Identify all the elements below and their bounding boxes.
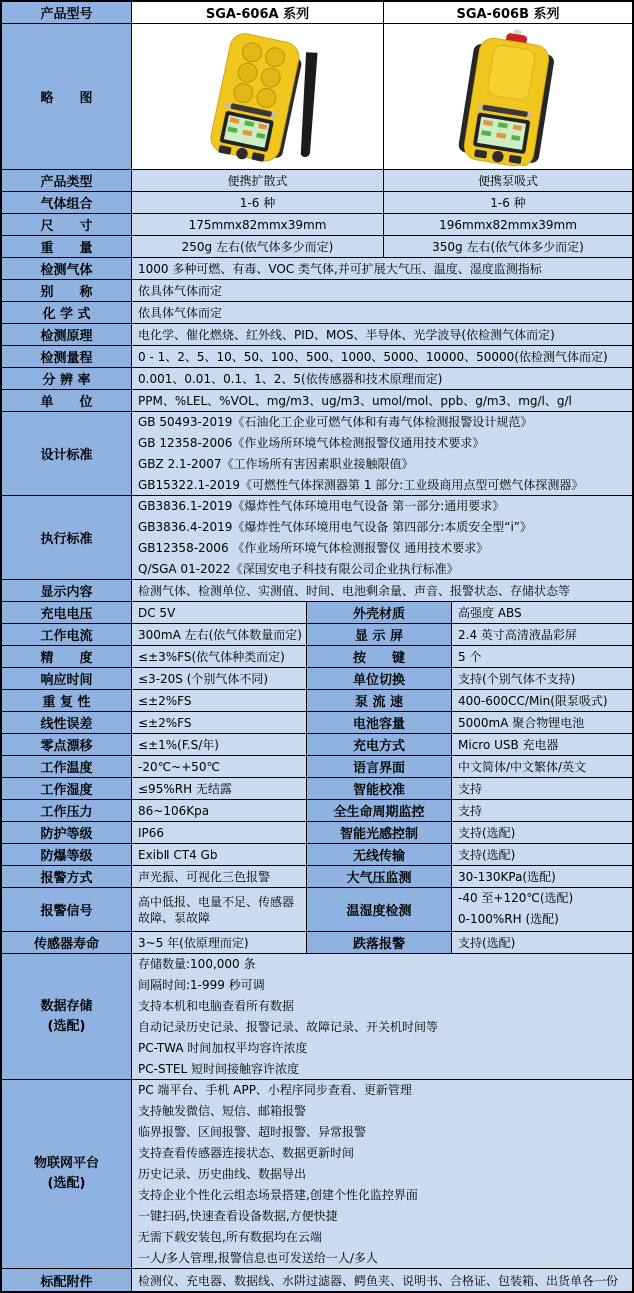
- spec-label: 产品类型: [2, 170, 132, 191]
- spec-value-a: 便携扩散式: [132, 170, 384, 191]
- gas-detector-a-icon: [132, 28, 383, 166]
- spec-row-accuracy: [2, 646, 632, 668]
- spec-value: ≤±2%FS: [132, 690, 307, 711]
- spec-value-multiline: [132, 1080, 632, 1268]
- spec-value: ≤3-20S (个别气体不同): [132, 668, 307, 689]
- spec-row-linearity: [2, 712, 632, 734]
- spec-value: ≤±2%FS: [132, 712, 307, 733]
- spec-value: IP66: [132, 822, 307, 843]
- spec-label: [2, 954, 132, 1079]
- value-line: PC 端平台、手机 APP、小程序同步查看、更新管理: [138, 1082, 412, 1097]
- spec-label: 重 复 性: [2, 690, 132, 711]
- spec-row-working-temp: [2, 756, 632, 778]
- value-line: 存储数量:100,000 条: [138, 956, 256, 971]
- spec-row-weight: [2, 236, 632, 258]
- spec-value: ≤±3%FS(依气体种类而定): [132, 646, 307, 667]
- spec-value: 中文简体/中文繁体/英文: [452, 756, 632, 777]
- spec-row-product-type: [2, 170, 632, 192]
- spec-label: 别 称: [2, 280, 132, 301]
- spec-label: 报警信号: [2, 888, 132, 931]
- spec-value-b: 350g 左右(依气体多少而定): [384, 236, 632, 257]
- spec-value: -20℃~+50℃: [132, 756, 307, 777]
- spec-label: 设计标准: [2, 412, 132, 495]
- spec-label: 工作压力: [2, 800, 132, 821]
- standard-line: GB3836.4-2019《爆炸性气体环境用电气设备 第四部分:本质安全型“i”》: [138, 519, 533, 534]
- spec-row-alias: [2, 280, 632, 302]
- value-line: 支持企业个性化云组态场景搭建,创建个性化监控界面: [138, 1187, 418, 1202]
- header-model-a: SGA-606A 系列: [132, 2, 384, 23]
- standard-line: GB15322.1-2019《可燃性气体探测器第 1 部分:工业级商用点型可燃气体探测器》: [138, 477, 584, 492]
- spec-label: 工作电流: [2, 624, 132, 645]
- value-line: 0-100%RH (选配): [458, 912, 559, 926]
- spec-row-principle: [2, 324, 632, 346]
- header-model-b: SGA-606B 系列: [384, 2, 632, 23]
- spec-value: 0 - 1、2、5、10、50、100、500、1000、5000、10000、50000(依检测气体而定): [132, 346, 632, 367]
- standard-line: GB 12358-2006《作业场所环境气体检测报警仪通用技术要求》: [138, 435, 485, 450]
- spec-row-repeatability: [2, 690, 632, 712]
- spec-value: ≤95%RH 无结露: [132, 778, 307, 799]
- spec-value: 支持(个别气体不支持): [452, 668, 632, 689]
- header-model-label: 产品型号: [2, 2, 132, 23]
- value-line: PC-TWA 时间加权平均容许浓度: [138, 1040, 308, 1055]
- spec-row-detect-gas: [2, 258, 632, 280]
- spec-value: ≤±1%(F.S/年): [132, 734, 307, 755]
- spec-row-size: [2, 214, 632, 236]
- spec-value: 支持: [452, 778, 632, 799]
- value-line: 间隔时间:1-999 秒可调: [138, 977, 265, 992]
- spec-row-design-standards: [2, 412, 632, 496]
- spec-label: 跌落报警: [307, 932, 452, 953]
- spec-value: 5 个: [452, 646, 632, 667]
- standard-line: Q/SGA 01-2022《深国安电子科技有限公司企业执行标准》: [138, 561, 459, 576]
- spec-row-accessories: [2, 1269, 632, 1291]
- spec-label: 智能光感控制: [307, 822, 452, 843]
- value-line: 支持触发微信、短信、邮箱报警: [138, 1103, 307, 1118]
- spec-row-working-humidity: [2, 778, 632, 800]
- spec-value: 电化学、催化燃烧、红外线、PID、MOS、半导体、光学波导(依检测气体而定): [132, 324, 632, 345]
- spec-value: 3~5 年(依原理而定): [132, 932, 307, 953]
- value-line: PC-STEL 短时间接触容许浓度: [138, 1061, 299, 1076]
- spec-row-response-time: [2, 668, 632, 690]
- spec-label: 按 键: [307, 646, 452, 667]
- value-line: 临界报警、区间报警、超时报警、异常报警: [138, 1124, 367, 1139]
- spec-label: 零点漂移: [2, 734, 132, 755]
- label-line: (选配): [47, 1018, 86, 1034]
- spec-label: 防护等级: [2, 822, 132, 843]
- spec-label: 分 辨 率: [2, 368, 132, 389]
- header-row: [2, 2, 632, 24]
- spec-row-units: [2, 390, 632, 412]
- spec-label: 执行标准: [2, 496, 132, 579]
- spec-row-gas-combo: [2, 192, 632, 214]
- spec-label: 传感器寿命: [2, 932, 132, 953]
- spec-row-zero-drift: [2, 734, 632, 756]
- spec-row-working-pressure: [2, 800, 632, 822]
- value-line: 一人/多人管理,报警信息也可发送给一人/多人: [138, 1250, 378, 1265]
- spec-label: 温湿度检测: [307, 888, 452, 931]
- spec-value-a: 175mmx82mmx39mm: [132, 214, 384, 235]
- value-line: 一键扫码,快速查看设备数据,方便快捷: [138, 1208, 338, 1223]
- spec-value: 86~106Kpa: [132, 800, 307, 821]
- spec-label: 化 学 式: [2, 302, 132, 323]
- spec-label: 线性误差: [2, 712, 132, 733]
- spec-label: 大气压监测: [307, 866, 452, 887]
- spec-label: 全生命周期监控: [307, 800, 452, 821]
- spec-value: 声光振、可视化三色报警: [132, 866, 307, 887]
- gas-detector-b-icon: [384, 28, 632, 166]
- spec-label: 显示内容: [2, 580, 132, 601]
- value-line: 自动记录历史记录、报警记录、故障记录、开关机时间等: [138, 1019, 439, 1034]
- value-line: 无需下载安装包,所有数据均在云端: [138, 1229, 322, 1244]
- spec-value: 支持: [452, 800, 632, 821]
- spec-value: 支持(选配): [452, 844, 632, 865]
- spec-value: 检测仪、充电器、数据线、水阱过滤器、鳄鱼夹、说明书、合格证、包装箱、出货单各一份: [132, 1269, 632, 1291]
- spec-label: 响应时间: [2, 668, 132, 689]
- spec-value: DC 5V: [132, 602, 307, 623]
- spec-row-range: [2, 346, 632, 368]
- spec-value: 300mA 左右(依气体数量而定): [132, 624, 307, 645]
- spec-label: 标配附件: [2, 1269, 132, 1291]
- spec-value: 1000 多种可燃、有毒、VOC 类气体,并可扩展大气压、温度、湿度监测指标: [132, 258, 632, 279]
- spec-row-sensor-life: [2, 932, 632, 954]
- spec-label: 检测气体: [2, 258, 132, 279]
- spec-value-multiline: [452, 888, 632, 931]
- spec-label: 检测原理: [2, 324, 132, 345]
- spec-value: 高中低报、电量不足、传感器故障、泵故障: [132, 888, 307, 931]
- spec-row-display-content: [2, 580, 632, 602]
- spec-label: 工作温度: [2, 756, 132, 777]
- label-line: (选配): [47, 1176, 86, 1191]
- spec-value: 支持(选配): [452, 822, 632, 843]
- spec-label: 报警方式: [2, 866, 132, 887]
- spec-label: 语言界面: [307, 756, 452, 777]
- spec-value: ExibⅡ CT4 Gb: [132, 844, 307, 865]
- spec-label: 智能校准: [307, 778, 452, 799]
- spec-row-explosion-proof: [2, 844, 632, 866]
- value-line: -40 至+120℃(选配): [458, 891, 574, 905]
- standard-line: GBZ 2.1-2007《工作场所有害因素职业接触限值》: [138, 456, 414, 471]
- spec-row-working-current: [2, 624, 632, 646]
- spec-label: 工作湿度: [2, 778, 132, 799]
- spec-label: 防爆等级: [2, 844, 132, 865]
- spec-value-a: 1-6 种: [132, 192, 384, 213]
- spec-value: 依具体气体而定: [132, 280, 632, 301]
- spec-label: 精 度: [2, 646, 132, 667]
- spec-value: 依具体气体而定: [132, 302, 632, 323]
- standard-line: GB12358-2006 《作业场所环境气体检测报警仪 通用技术要求》: [138, 540, 489, 555]
- standard-line: GB3836.1-2019《爆炸性气体环境用电气设备 第一部分:通用要求》: [138, 498, 505, 513]
- spec-row-iot-platform: [2, 1080, 632, 1269]
- value-line: 历史记录、历史曲线、数据导出: [138, 1166, 307, 1181]
- spec-value-b: 1-6 种: [384, 192, 632, 213]
- standard-line: GB 50493-2019《石油化工企业可燃气体和有毒气体检测报警设计规范》: [138, 414, 533, 429]
- spec-label: 检测量程: [2, 346, 132, 367]
- spec-label: 泵 流 速: [307, 690, 452, 711]
- spec-value: 检测气体、检测单位、实测值、时间、电池剩余量、声音、报警状态、存储状态等: [132, 580, 632, 601]
- spec-label: 充电电压: [2, 602, 132, 623]
- value-line: 支持查看传感器连接状态、数据更新时间: [138, 1145, 355, 1160]
- spec-value-multiline: [132, 412, 632, 495]
- spec-row-formula: [2, 302, 632, 324]
- label-line: 数据存储: [40, 998, 93, 1014]
- spec-label: 电池容量: [307, 712, 452, 733]
- spec-value: 高强度 ABS: [452, 602, 632, 623]
- spec-value: PPM、%LEL、%VOL、mg/m3、ug/m3、umol/mol、ppb、g/m3、mg/l、g/l: [132, 390, 632, 411]
- sketch-row: [2, 24, 632, 170]
- spec-value-multiline: [132, 954, 632, 1079]
- spec-value-b: 便携泵吸式: [384, 170, 632, 191]
- spec-label: 尺 寸: [2, 214, 132, 235]
- spec-label: 气体组合: [2, 192, 132, 213]
- spec-label: 重 量: [2, 236, 132, 257]
- spec-value: 5000mA 聚合物锂电池: [452, 712, 632, 733]
- device-image-sga-606a: [132, 24, 384, 169]
- spec-value: Micro USB 充电器: [452, 734, 632, 755]
- spec-value-b: 196mmx82mmx39mm: [384, 214, 632, 235]
- spec-row-alarm-signal: [2, 888, 632, 932]
- spec-value: 2.4 英寸高清液晶彩屏: [452, 624, 632, 645]
- spec-label: 显 示 屏: [307, 624, 452, 645]
- spec-value: 支持(选配): [452, 932, 632, 953]
- spec-row-exec-standards: [2, 496, 632, 580]
- device-image-sga-606b: [384, 24, 632, 169]
- spec-value: 0.001、0.01、0.1、1、2、5(依传感器和技术原理而定): [132, 368, 632, 389]
- spec-label: 充电方式: [307, 734, 452, 755]
- spec-value-multiline: [132, 496, 632, 579]
- label-line: 物联网平台: [33, 1156, 99, 1171]
- spec-label: 无线传输: [307, 844, 452, 865]
- spec-value: 400-600CC/Min(限泵吸式): [452, 690, 632, 711]
- spec-value-a: 250g 左右(依气体多少而定): [132, 236, 384, 257]
- spec-label: 外壳材质: [307, 602, 452, 623]
- spec-label: 单 位: [2, 390, 132, 411]
- spec-label: 单位切换: [307, 668, 452, 689]
- sketch-label: 略 图: [2, 24, 132, 169]
- spec-row-charge-voltage: [2, 602, 632, 624]
- spec-label: [2, 1080, 132, 1268]
- value-line: 支持本机和电脑查看所有数据: [138, 998, 295, 1013]
- spec-row-protection-level: [2, 822, 632, 844]
- spec-row-alarm-mode: [2, 866, 632, 888]
- spec-row-data-storage: [2, 954, 632, 1080]
- spec-value: 30-130KPa(选配): [452, 866, 632, 887]
- spec-row-resolution: [2, 368, 632, 390]
